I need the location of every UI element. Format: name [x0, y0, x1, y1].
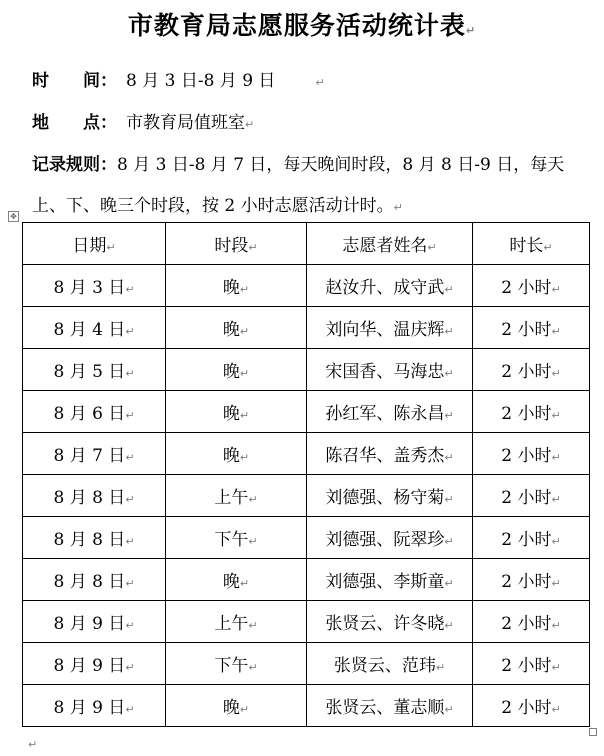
cell-date: 8 月 6 日↵	[23, 391, 166, 433]
header-period: 时段↵	[166, 223, 307, 265]
rule-label: 记录规则：	[32, 155, 117, 175]
cell-period: 上午↵	[166, 475, 307, 517]
cell-period: 晚↵	[166, 685, 307, 727]
cell-period: 晚↵	[166, 391, 307, 433]
table-row	[23, 307, 590, 349]
table-row	[23, 433, 590, 475]
cell-date: 8 月 4 日↵	[23, 307, 166, 349]
table-row	[23, 391, 590, 433]
document-title: 市教育局志愿服务活动统计表↵	[127, 11, 477, 40]
header-volunteer-names: 志愿者姓名↵	[307, 223, 473, 265]
rule-line	[32, 150, 564, 175]
cell-period: 晚↵	[166, 307, 307, 349]
cell-volunteer-names: 刘德强、李斯童↵	[307, 559, 473, 601]
cell-period: 下午↵	[166, 643, 307, 685]
time-label: 时 间：	[32, 71, 117, 91]
place-value: 市教育局值班室	[126, 113, 245, 133]
cell-volunteer-names: 宋国香、马海忠↵	[307, 349, 473, 391]
cell-period: 晚↵	[166, 559, 307, 601]
cell-volunteer-names: 刘德强、杨守菊↵	[307, 475, 473, 517]
cell-volunteer-names: 张贤云、董志顺↵	[307, 685, 473, 727]
cell-volunteer-names: 张贤云、许冬晓↵	[307, 601, 473, 643]
cell-period: 晚↵	[166, 349, 307, 391]
cell-date: 8 月 8 日↵	[23, 475, 166, 517]
cell-period: 下午↵	[166, 517, 307, 559]
table-header-row	[23, 223, 590, 265]
cell-duration: 2 小时↵	[473, 643, 590, 685]
cell-duration: 2 小时↵	[473, 475, 590, 517]
cell-date: 8 月 8 日↵	[23, 517, 166, 559]
table-move-handle-icon[interactable]: ✥	[8, 211, 19, 222]
table-row	[23, 685, 590, 727]
cell-duration: 2 小时↵	[473, 307, 590, 349]
cell-duration: 2 小时↵	[473, 559, 590, 601]
cell-period: 晚↵	[166, 265, 307, 307]
time-line: 时 间： 8 月 3 日-8 月 9 日 ↵	[32, 66, 325, 91]
cell-date: 8 月 9 日↵	[23, 643, 166, 685]
cell-date: 8 月 8 日↵	[23, 559, 166, 601]
table-row	[23, 349, 590, 391]
cell-date: 8 月 5 日↵	[23, 349, 166, 391]
cell-volunteer-names: 孙红军、陈永昌↵	[307, 391, 473, 433]
cell-duration: 2 小时↵	[473, 601, 590, 643]
place-label: 地 点：	[32, 113, 117, 133]
cell-volunteer-names: 张贤云、范玮↵	[307, 643, 473, 685]
cell-duration: 2 小时↵	[473, 517, 590, 559]
place-line: 地 点： 市教育局值班室↵	[32, 108, 254, 133]
table-row	[23, 475, 590, 517]
cell-volunteer-names: 刘向华、温庆辉↵	[307, 307, 473, 349]
cell-volunteer-names: 陈召华、盖秀杰↵	[307, 433, 473, 475]
table-row	[23, 517, 590, 559]
table-resize-handle-icon[interactable]	[589, 728, 597, 736]
time-value: 8 月 3 日-8 月 9 日	[126, 71, 276, 91]
volunteer-table	[22, 222, 590, 727]
table-row	[23, 559, 590, 601]
cell-duration: 2 小时↵	[473, 391, 590, 433]
cell-date: 8 月 7 日↵	[23, 433, 166, 475]
cell-date: 8 月 9 日↵	[23, 601, 166, 643]
rule-text-1: 8 月 3 日-8 月 7 日，每天晚间时段，8 月 8 日-9 日，每天	[117, 155, 565, 175]
cell-date: 8 月 3 日↵	[23, 265, 166, 307]
header-duration: 时长↵	[473, 223, 590, 265]
cell-duration: 2 小时↵	[473, 433, 590, 475]
table-row	[23, 601, 590, 643]
rule-text-2: 上、下、晚三个时段，按 2 小时志愿活动计时。	[32, 196, 394, 216]
header-date: 日期↵	[23, 223, 166, 265]
cell-duration: 2 小时↵	[473, 685, 590, 727]
paragraph-mark-icon: ↵	[28, 738, 38, 751]
cell-date: 8 月 9 日↵	[23, 685, 166, 727]
cell-duration: 2 小时↵	[473, 265, 590, 307]
table-row	[23, 643, 590, 685]
cell-volunteer-names: 赵汝升、成守武↵	[307, 265, 473, 307]
cell-volunteer-names: 刘德强、阮翠珍↵	[307, 517, 473, 559]
rule-line-2: 上、下、晚三个时段，按 2 小时志愿活动计时。↵	[32, 196, 403, 216]
cell-period: 晚↵	[166, 433, 307, 475]
cell-period: 上午↵	[166, 601, 307, 643]
table-row	[23, 265, 590, 307]
cell-duration: 2 小时↵	[473, 349, 590, 391]
